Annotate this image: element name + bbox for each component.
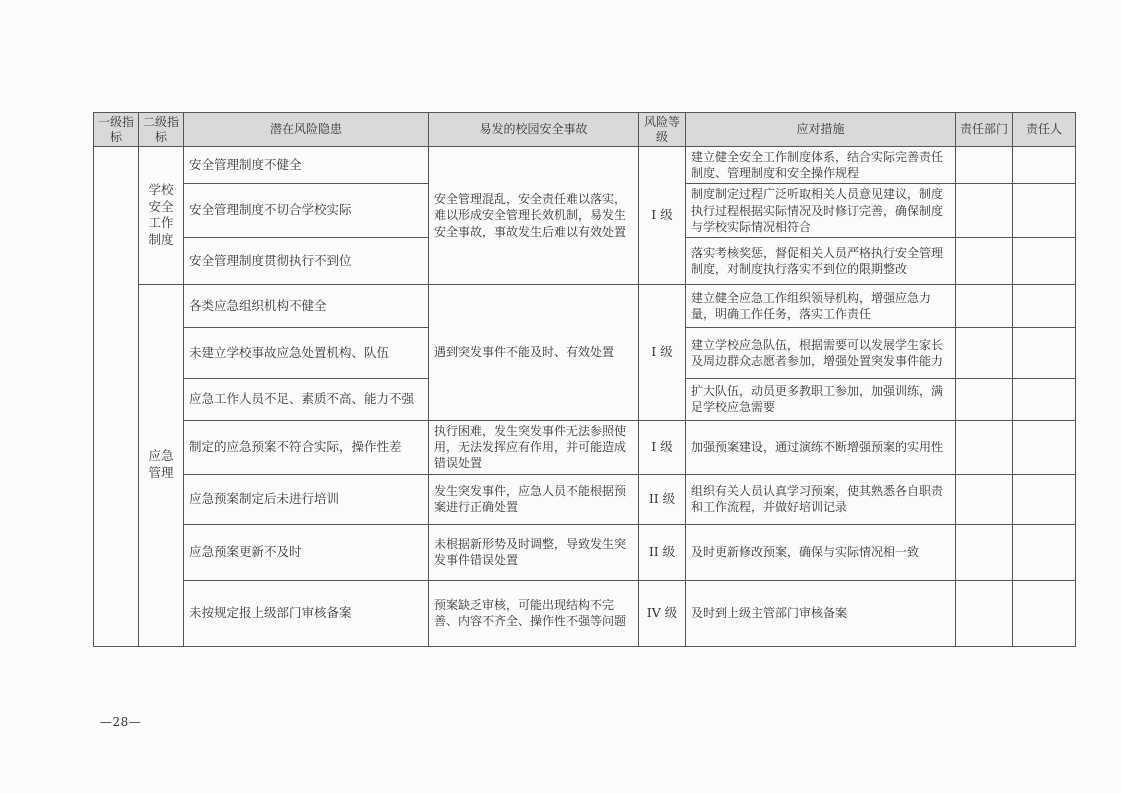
table-row [94, 147, 1076, 184]
measure-cell: 落实考核奖惩，督促相关人员严格执行安全管理制度，对制度执行落实不到位的限期整改 [686, 237, 956, 284]
person-cell [1013, 524, 1076, 580]
header-responsible-person: 责任人 [1013, 113, 1076, 147]
measure-cell: 建立健全安全工作制度体系，结合实际完善责任制度、管理制度和安全操作规程 [686, 147, 956, 184]
person-cell [1013, 237, 1076, 284]
dept-cell [956, 237, 1013, 284]
table-row [94, 420, 1076, 474]
risk-grade-cell: I 级 [639, 147, 686, 285]
header-risk-grade: 风险等级 [639, 113, 686, 147]
risk-grade-cell: I 级 [639, 420, 686, 474]
dept-cell [956, 524, 1013, 580]
dept-cell [956, 420, 1013, 474]
person-cell [1013, 184, 1076, 238]
person-cell [1013, 284, 1076, 327]
table-row [94, 284, 1076, 327]
measure-cell: 组织有关人员认真学习预案，使其熟悉各自职责和工作流程，并做好培训记录 [686, 474, 956, 524]
header-level1-indicator: 一级指标 [94, 113, 139, 147]
accident-cell: 预案缺乏审核，可能出现结构不完善、内容不齐全、操作性不强等问题 [429, 580, 639, 646]
person-cell [1013, 420, 1076, 474]
hazard-cell: 安全管理制度贯彻执行不到位 [184, 237, 429, 284]
table-header-row [94, 113, 1076, 147]
accident-cell: 未根据新形势及时调整，导致发生突发事件错误处置 [429, 524, 639, 580]
header-level2-indicator: 二级指标 [139, 113, 184, 147]
accident-cell: 遇到突发事件不能及时、有效处置 [429, 284, 639, 420]
dept-cell [956, 474, 1013, 524]
hazard-cell: 应急预案更新不及时 [184, 524, 429, 580]
risk-assessment-table [93, 112, 1076, 647]
table-row [94, 474, 1076, 524]
level2-indicator-cell: 应急管理 [139, 284, 184, 646]
header-likely-accident: 易发的校园安全事故 [429, 113, 639, 147]
risk-grade-cell: IV 级 [639, 580, 686, 646]
person-cell [1013, 147, 1076, 184]
dept-cell [956, 327, 1013, 378]
risk-grade-cell: II 级 [639, 524, 686, 580]
dept-cell [956, 284, 1013, 327]
person-cell [1013, 580, 1076, 646]
risk-grade-cell: I 级 [639, 284, 686, 420]
dept-cell [956, 147, 1013, 184]
table-row [94, 524, 1076, 580]
measure-cell: 建立学校应急队伍，根据需要可以发展学生家长及周边群众志愿者参加，增强处置突发事件能力 [686, 327, 956, 378]
page-number: —28— [100, 715, 142, 729]
accident-cell: 执行困难，发生突发事件无法参照使用，无法发挥应有作用，并可能造成错误处置 [429, 420, 639, 474]
dept-cell [956, 378, 1013, 420]
dept-cell [956, 184, 1013, 238]
person-cell [1013, 378, 1076, 420]
hazard-cell: 安全管理制度不健全 [184, 147, 429, 184]
dept-cell [956, 580, 1013, 646]
hazard-cell: 安全管理制度不切合学校实际 [184, 184, 429, 238]
header-potential-hazard: 潜在风险隐患 [184, 113, 429, 147]
measure-cell: 制度制定过程广泛听取相关人员意见建议，制度执行过程根据实际情况及时修订完善，确保制度与学校实际情况相符合 [686, 184, 956, 238]
accident-cell: 发生突发事件，应急人员不能根据预案进行正确处置 [429, 474, 639, 524]
accident-cell: 安全管理混乱，安全责任难以落实，难以形成安全管理长效机制，易发生安全事故，事故发生后难以有效处置 [429, 147, 639, 285]
level2-indicator-cell: 学校安全工作制度 [139, 147, 184, 285]
header-countermeasure: 应对措施 [686, 113, 956, 147]
measure-cell: 加强预案建设，通过演练不断增强预案的实用性 [686, 420, 956, 474]
person-cell [1013, 474, 1076, 524]
header-responsible-dept: 责任部门 [956, 113, 1013, 147]
hazard-cell: 制定的应急预案不符合实际，操作性差 [184, 420, 429, 474]
hazard-cell: 各类应急组织机构不健全 [184, 284, 429, 327]
hazard-cell: 应急工作人员不足、素质不高、能力不强 [184, 378, 429, 420]
measure-cell: 建立健全应急工作组织领导机构，增强应急力量，明确工作任务，落实工作责任 [686, 284, 956, 327]
hazard-cell: 未建立学校事故应急处置机构、队伍 [184, 327, 429, 378]
person-cell [1013, 327, 1076, 378]
hazard-cell: 未按规定报上级部门审核备案 [184, 580, 429, 646]
table-row [94, 580, 1076, 646]
level1-indicator-cell [94, 147, 139, 647]
risk-grade-cell: II 级 [639, 474, 686, 524]
measure-cell: 及时到上级主管部门审核备案 [686, 580, 956, 646]
hazard-cell: 应急预案制定后未进行培训 [184, 474, 429, 524]
measure-cell: 及时更新修改预案，确保与实际情况相一致 [686, 524, 956, 580]
measure-cell: 扩大队伍，动员更多教职工参加，加强训练，满足学校应急需要 [686, 378, 956, 420]
